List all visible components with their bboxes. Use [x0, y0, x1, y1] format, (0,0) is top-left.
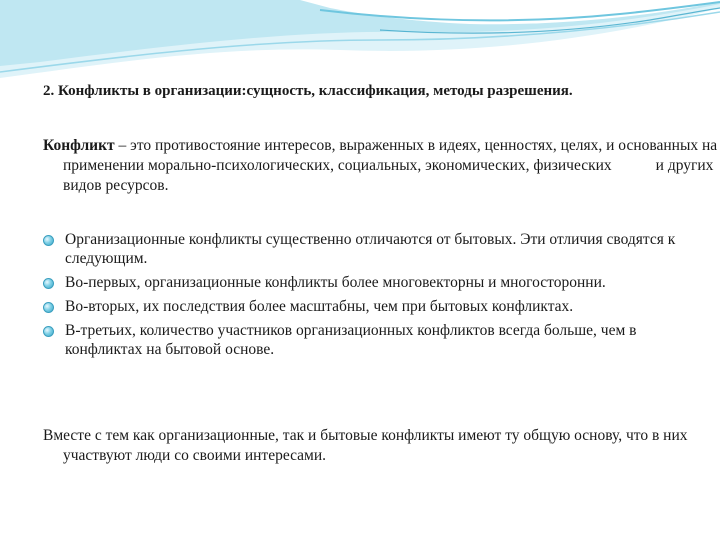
bullet-dot-icon	[43, 235, 54, 246]
bullet-list	[43, 230, 703, 364]
list-item	[43, 297, 703, 316]
bullet-dot-icon	[43, 278, 54, 289]
slide-title: 2. Конфликты в организации:сущность, классификация, методы разрешения.	[43, 83, 573, 99]
bullet-dot-icon	[43, 326, 54, 337]
list-item	[43, 321, 703, 359]
bullet-text: Во-вторых, их последствия более масштабны, чем при бытовых конфликтах.	[65, 298, 574, 315]
closing-paragraph: Вместе с тем как организационные, так и бытовые конфликты имеют ту общую основу, что в них участвуют люди со своими интересами.	[43, 427, 688, 464]
list-item	[43, 230, 703, 268]
bullet-text: В-третьих, количество участников организационных конфликтов всегда больше, чем в конфликтах на бытовой основе.	[65, 322, 637, 358]
bullet-dot-icon	[43, 302, 54, 313]
definition-text-part2: и других видов ресурсов.	[63, 157, 714, 194]
definition-paragraph	[43, 136, 718, 196]
bullet-text: Организационные конфликты существенно отличаются от бытовых. Эти отличия сводятся к следующим.	[65, 231, 676, 267]
definition-term: Конфликт	[43, 137, 115, 154]
list-item	[43, 273, 703, 292]
definition-text-part1: – это противостояние интересов, выраженных в идеях, ценностях, целях, и основанных на применении морально-психологических, социальных, экономических, физических	[63, 137, 718, 174]
wave-decoration	[0, 0, 720, 90]
bullet-text: Во-первых, организационные конфликты более многовекторны и многосторонни.	[65, 274, 606, 291]
